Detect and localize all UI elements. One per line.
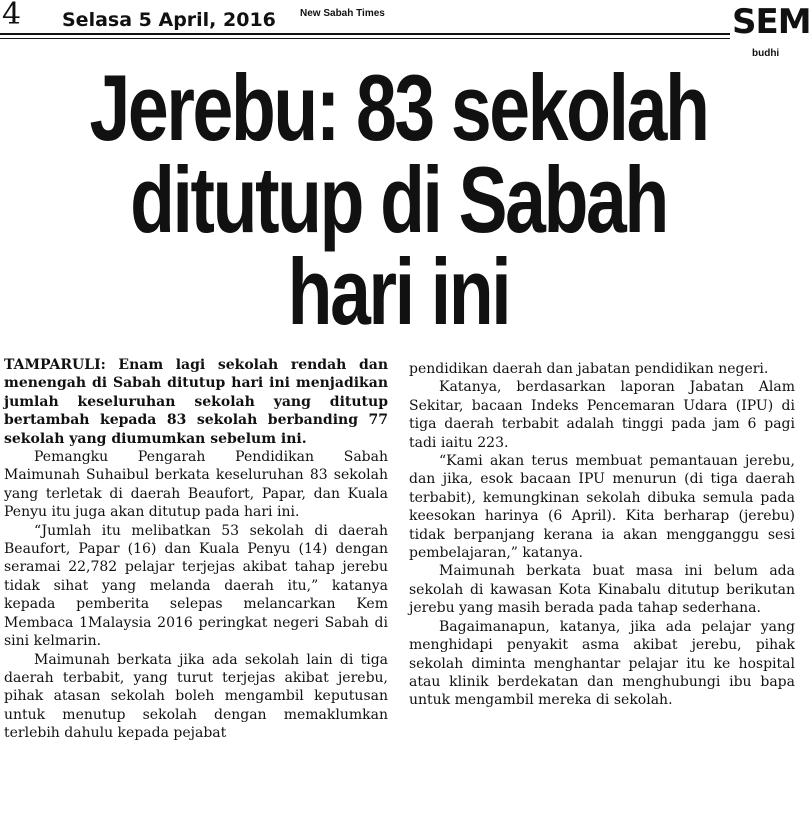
article-paragraph-continued: pendidikan daerah dan jabatan pendidikan negeri.	[409, 361, 769, 377]
headline-line-2: ditutup di Sabah	[130, 147, 667, 252]
header-rule-thin	[0, 38, 730, 39]
article-paragraph: “Jumlah itu melibatkan 53 sekolah di daerah Beaufort, Papar (16) dan Kuala Penyu (14) dengan seramai 22,782 pelajar terjejas akibat tahap jerebu tidak sihat yang melanda daerah itu,” katanya kepada pemberita selepas melancarkan Kem Membaca 1Malaysia 2016 peringkat negeri Sabah di sini kelmarin.	[4, 522, 388, 650]
headline	[88, 55, 710, 344]
article-paragraph: Katanya, berdasarkan laporan Jabatan Alam Sekitar, bacaan Indeks Pencemaran Udara (IPU) di tiga daerah terbabit adalah tinggi pada jam 6 pagi tadi iaitu 223.	[409, 379, 795, 451]
article-column-right	[409, 360, 795, 710]
article-paragraph: Maimunah berkata buat masa ini belum ada sekolah di kawasan Kota Kinabalu ditutup berikutan jerebu yang masih berada pada tahap sederhana.	[409, 563, 795, 617]
page-number: 4	[2, 0, 22, 32]
header-rule	[0, 33, 730, 35]
newspaper-name: New Sabah Times	[300, 8, 385, 19]
article-paragraph: “Kami akan terus membuat pemantauan jerebu, dan jika, esok bacaan IPU menurun (di tiga daerah terbabit), kemungkinan sekolah dibuka semula pada keesokan harinya (6 April). Kita berharap (jerebu) tidak berpanjang kerana ia akan mengganggu sesi pembelajaran,” katanya.	[409, 453, 795, 562]
article-paragraph: Pemangku Pengarah Pendidikan Sabah Maimunah Suhaibul berkata keseluruhan 83 sekolah yang terletak di daerah Beaufort, Papar, dan Kuala Penyu itu juga akan ditutup pada hari ini.	[4, 449, 388, 521]
author-byline: budhi	[752, 48, 780, 59]
article-lead: TAMPARULI: Enam lagi sekolah rendah dan menengah di Sabah ditutup hari ini menjadikan jumlah keseluruhan sekolah yang ditutup bertambah kepada 83 sekolah berbanding 77 sekolah yang diumumkan sebelum ini.	[4, 357, 388, 447]
issue-date: Selasa 5 April, 2016	[62, 9, 276, 31]
article-column-left	[4, 356, 388, 743]
article-paragraph: Maimunah berkata jika ada sekolah lain di tiga daerah terbabit, yang turut terjejas akibat jerebu, pihak atasan sekolah boleh mengambil keputusan untuk menutup sekolah dengan memaklumkan terlebih dahulu kepada pejabat	[4, 651, 388, 742]
section-title: SEM	[732, 2, 811, 42]
headline-line-1: Jerebu: 83 sekolah	[89, 55, 708, 160]
headline-line-3: hari ini	[287, 239, 510, 344]
article-paragraph: Bagaimanapun, katanya, jika ada pelajar yang menghidapi penyakit asma akibat jerebu, pihak sekolah diminta menghantar pelajar itu ke hospital atau klinik berdekatan dan menghubungi ibu bapa untuk mengambil mereka di sekolah.	[409, 618, 795, 709]
